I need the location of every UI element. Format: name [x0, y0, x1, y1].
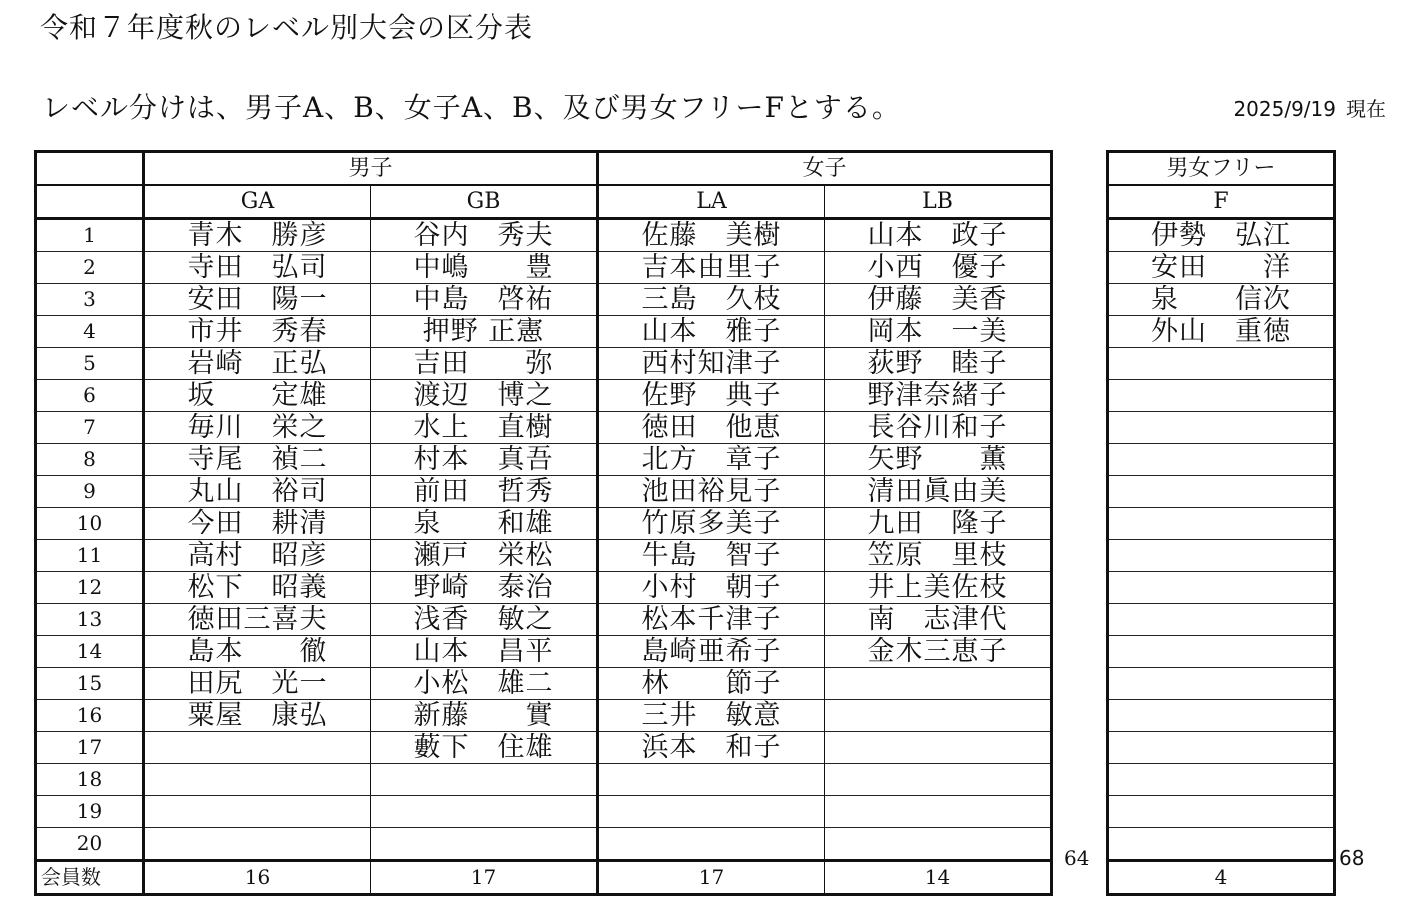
row-number: 11 [36, 540, 144, 572]
table-row [1108, 412, 1335, 444]
table-row [36, 700, 1052, 732]
member-name-f [1108, 828, 1335, 861]
table-row [36, 219, 1052, 252]
member-name-f: 伊勢 弘江 [1108, 219, 1335, 252]
member-name-lb: 伊藤 美香 [825, 284, 1052, 316]
corner-cell [36, 152, 144, 186]
member-name-ga: 寺尾 禎二 [144, 444, 371, 476]
table-row [36, 444, 1052, 476]
member-name-la: 西村知津子 [598, 348, 825, 380]
table-row [1108, 732, 1335, 764]
member-name-gb: 前田 哲秀 [371, 476, 598, 508]
member-name-lb: 山本 政子 [825, 219, 1052, 252]
member-name-la: 徳田 他恵 [598, 412, 825, 444]
table-row [36, 732, 1052, 764]
member-name-lb: 笠原 里枝 [825, 540, 1052, 572]
table-row [36, 316, 1052, 348]
table-row [1108, 604, 1335, 636]
member-name-gb [371, 828, 598, 861]
free-division-table [1106, 150, 1336, 896]
table-row [1108, 828, 1335, 861]
member-name-lb: 清田眞由美 [825, 476, 1052, 508]
row-number: 17 [36, 732, 144, 764]
member-name-f [1108, 508, 1335, 540]
member-name-ga [144, 828, 371, 861]
member-name-ga [144, 732, 371, 764]
member-name-ga [144, 764, 371, 796]
member-name-gb: 藪下 住雄 [371, 732, 598, 764]
member-name-gb: 谷内 秀夫 [371, 219, 598, 252]
member-name-f [1108, 700, 1335, 732]
column-header-f: F [1108, 185, 1335, 219]
table-row [36, 572, 1052, 604]
member-name-f [1108, 476, 1335, 508]
free-group-header-row [1108, 152, 1335, 186]
table-row [1108, 636, 1335, 668]
member-name-ga: 丸山 裕司 [144, 476, 371, 508]
member-name-gb: 中島 啓祐 [371, 284, 598, 316]
member-name-ga: 安田 陽一 [144, 284, 371, 316]
row-number: 10 [36, 508, 144, 540]
table-row [36, 796, 1052, 828]
member-name-f [1108, 412, 1335, 444]
member-name-lb [825, 828, 1052, 861]
member-name-gb [371, 764, 598, 796]
member-name-f [1108, 444, 1335, 476]
member-name-la: 松本千津子 [598, 604, 825, 636]
member-name-la [598, 796, 825, 828]
table-row [1108, 540, 1335, 572]
member-name-gb: 水上 直樹 [371, 412, 598, 444]
table-row [1108, 444, 1335, 476]
member-name-gb: 瀬戸 栄松 [371, 540, 598, 572]
table-row [1108, 348, 1335, 380]
member-count-lb: 14 [825, 861, 1052, 895]
member-name-la: 佐野 典子 [598, 380, 825, 412]
member-name-lb: 小西 優子 [825, 252, 1052, 284]
member-name-f [1108, 572, 1335, 604]
member-name-ga: 松下 昭義 [144, 572, 371, 604]
table-row [36, 476, 1052, 508]
row-number: 20 [36, 828, 144, 861]
table-row [1108, 764, 1335, 796]
table-row [1108, 252, 1335, 284]
member-name-lb [825, 796, 1052, 828]
member-count-label: 会員数 [36, 861, 144, 895]
member-name-gb: 吉田 弥 [371, 348, 598, 380]
table-row [1108, 219, 1335, 252]
member-name-f [1108, 540, 1335, 572]
member-name-lb: 長谷川和子 [825, 412, 1052, 444]
member-name-gb: 押野 正憲 [371, 316, 598, 348]
total-men-women: 64 [1064, 846, 1090, 870]
member-count-gb: 17 [371, 861, 598, 895]
column-header-gb: GB [371, 185, 598, 219]
row-number: 16 [36, 700, 144, 732]
member-name-la: 島崎亜希子 [598, 636, 825, 668]
member-name-la [598, 828, 825, 861]
row-number: 14 [36, 636, 144, 668]
free-column-header-row [1108, 185, 1335, 219]
member-name-f: 外山 重徳 [1108, 316, 1335, 348]
row-number: 1 [36, 219, 144, 252]
member-name-ga: 田尻 光一 [144, 668, 371, 700]
member-name-la: 小村 朝子 [598, 572, 825, 604]
member-name-lb: 野津奈緒子 [825, 380, 1052, 412]
member-name-ga: 徳田三喜夫 [144, 604, 371, 636]
row-number: 19 [36, 796, 144, 828]
row-number: 15 [36, 668, 144, 700]
table-row [36, 380, 1052, 412]
member-name-la: 三島 久枝 [598, 284, 825, 316]
member-name-f [1108, 764, 1335, 796]
member-name-ga: 寺田 弘司 [144, 252, 371, 284]
member-name-la: 林 節子 [598, 668, 825, 700]
member-name-ga: 坂 定雄 [144, 380, 371, 412]
group-header-row [36, 152, 1052, 186]
group-free-header: 男女フリー [1108, 152, 1335, 186]
member-count-f: 4 [1108, 861, 1335, 895]
row-number: 7 [36, 412, 144, 444]
table-row [36, 604, 1052, 636]
member-name-lb: 荻野 睦子 [825, 348, 1052, 380]
member-name-lb [825, 732, 1052, 764]
table-row [1108, 284, 1335, 316]
table-row [1108, 316, 1335, 348]
row-number: 2 [36, 252, 144, 284]
member-name-ga: 高村 昭彦 [144, 540, 371, 572]
member-name-ga: 市井 秀春 [144, 316, 371, 348]
table-row [36, 668, 1052, 700]
table-row [1108, 700, 1335, 732]
column-header-ga: GA [144, 185, 371, 219]
member-name-lb: 南 志津代 [825, 604, 1052, 636]
table-row [36, 764, 1052, 796]
as-of-date [1233, 93, 1386, 122]
corner-cell [36, 185, 144, 219]
row-number: 8 [36, 444, 144, 476]
member-name-gb: 村本 真吾 [371, 444, 598, 476]
member-name-gb: 泉 和雄 [371, 508, 598, 540]
row-number: 12 [36, 572, 144, 604]
table-row [36, 828, 1052, 861]
member-name-ga: 毎川 栄之 [144, 412, 371, 444]
row-number: 6 [36, 380, 144, 412]
member-name-ga: 青木 勝彦 [144, 219, 371, 252]
member-name-gb: 中嶋 豊 [371, 252, 598, 284]
member-name-f: 安田 洋 [1108, 252, 1335, 284]
member-name-gb: 小松 雄二 [371, 668, 598, 700]
member-name-ga: 岩崎 正弘 [144, 348, 371, 380]
member-name-la: 三井 敏意 [598, 700, 825, 732]
page-title: 令和７年度秋のレベル別大会の区分表 [40, 11, 534, 44]
member-count-la: 17 [598, 861, 825, 895]
member-name-ga: 今田 耕清 [144, 508, 371, 540]
grand-total: 68 [1339, 846, 1365, 870]
table-row [36, 348, 1052, 380]
table-row [36, 508, 1052, 540]
page-subtitle: レベル分けは、男子A、B、女子A、B、及び男女フリーFとする。 [42, 91, 901, 124]
row-number: 4 [36, 316, 144, 348]
member-name-ga: 島本 徹 [144, 636, 371, 668]
member-name-gb: 山本 昌平 [371, 636, 598, 668]
member-name-gb: 野崎 泰治 [371, 572, 598, 604]
member-name-la: 池田裕見子 [598, 476, 825, 508]
member-name-lb: 岡本 一美 [825, 316, 1052, 348]
group-men-header: 男子 [144, 152, 598, 186]
member-name-gb: 新藤 實 [371, 700, 598, 732]
row-number: 5 [36, 348, 144, 380]
table-row [36, 636, 1052, 668]
as-of-date-value: 2025/9/19 [1233, 97, 1336, 121]
member-name-lb: 九田 隆子 [825, 508, 1052, 540]
table-row [1108, 796, 1335, 828]
table-row [36, 412, 1052, 444]
member-name-f [1108, 380, 1335, 412]
member-count-row [36, 861, 1052, 895]
member-name-ga: 粟屋 康弘 [144, 700, 371, 732]
table-row [1108, 476, 1335, 508]
member-count-ga: 16 [144, 861, 371, 895]
member-name-f [1108, 732, 1335, 764]
member-name-gb [371, 796, 598, 828]
member-name-f: 泉 信次 [1108, 284, 1335, 316]
member-name-la: 竹原多美子 [598, 508, 825, 540]
member-name-gb: 浅香 敏之 [371, 604, 598, 636]
table-row [1108, 508, 1335, 540]
table-row [36, 252, 1052, 284]
member-name-la: 山本 雅子 [598, 316, 825, 348]
row-number: 9 [36, 476, 144, 508]
member-name-lb [825, 700, 1052, 732]
member-name-la: 吉本由里子 [598, 252, 825, 284]
column-header-row [36, 185, 1052, 219]
row-number: 13 [36, 604, 144, 636]
table-row [36, 540, 1052, 572]
group-women-header: 女子 [598, 152, 1052, 186]
member-name-la [598, 764, 825, 796]
column-header-la: LA [598, 185, 825, 219]
member-name-gb: 渡辺 博之 [371, 380, 598, 412]
row-number: 18 [36, 764, 144, 796]
as-of-label: 現在 [1346, 97, 1386, 121]
table-row [1108, 380, 1335, 412]
member-name-lb: 金木三恵子 [825, 636, 1052, 668]
table-row [1108, 668, 1335, 700]
member-name-f [1108, 636, 1335, 668]
member-name-f [1108, 604, 1335, 636]
level-division-table [34, 150, 1053, 896]
member-name-ga [144, 796, 371, 828]
table-row [1108, 572, 1335, 604]
row-number: 3 [36, 284, 144, 316]
member-name-la: 佐藤 美樹 [598, 219, 825, 252]
member-name-lb [825, 668, 1052, 700]
member-name-la: 北方 章子 [598, 444, 825, 476]
column-header-lb: LB [825, 185, 1052, 219]
member-name-f [1108, 796, 1335, 828]
free-member-count-row [1108, 861, 1335, 895]
member-name-f [1108, 668, 1335, 700]
member-name-lb: 矢野 薫 [825, 444, 1052, 476]
table-row [36, 284, 1052, 316]
member-name-la: 牛島 智子 [598, 540, 825, 572]
member-name-la: 浜本 和子 [598, 732, 825, 764]
member-name-lb [825, 764, 1052, 796]
member-name-lb: 井上美佐枝 [825, 572, 1052, 604]
member-name-f [1108, 348, 1335, 380]
